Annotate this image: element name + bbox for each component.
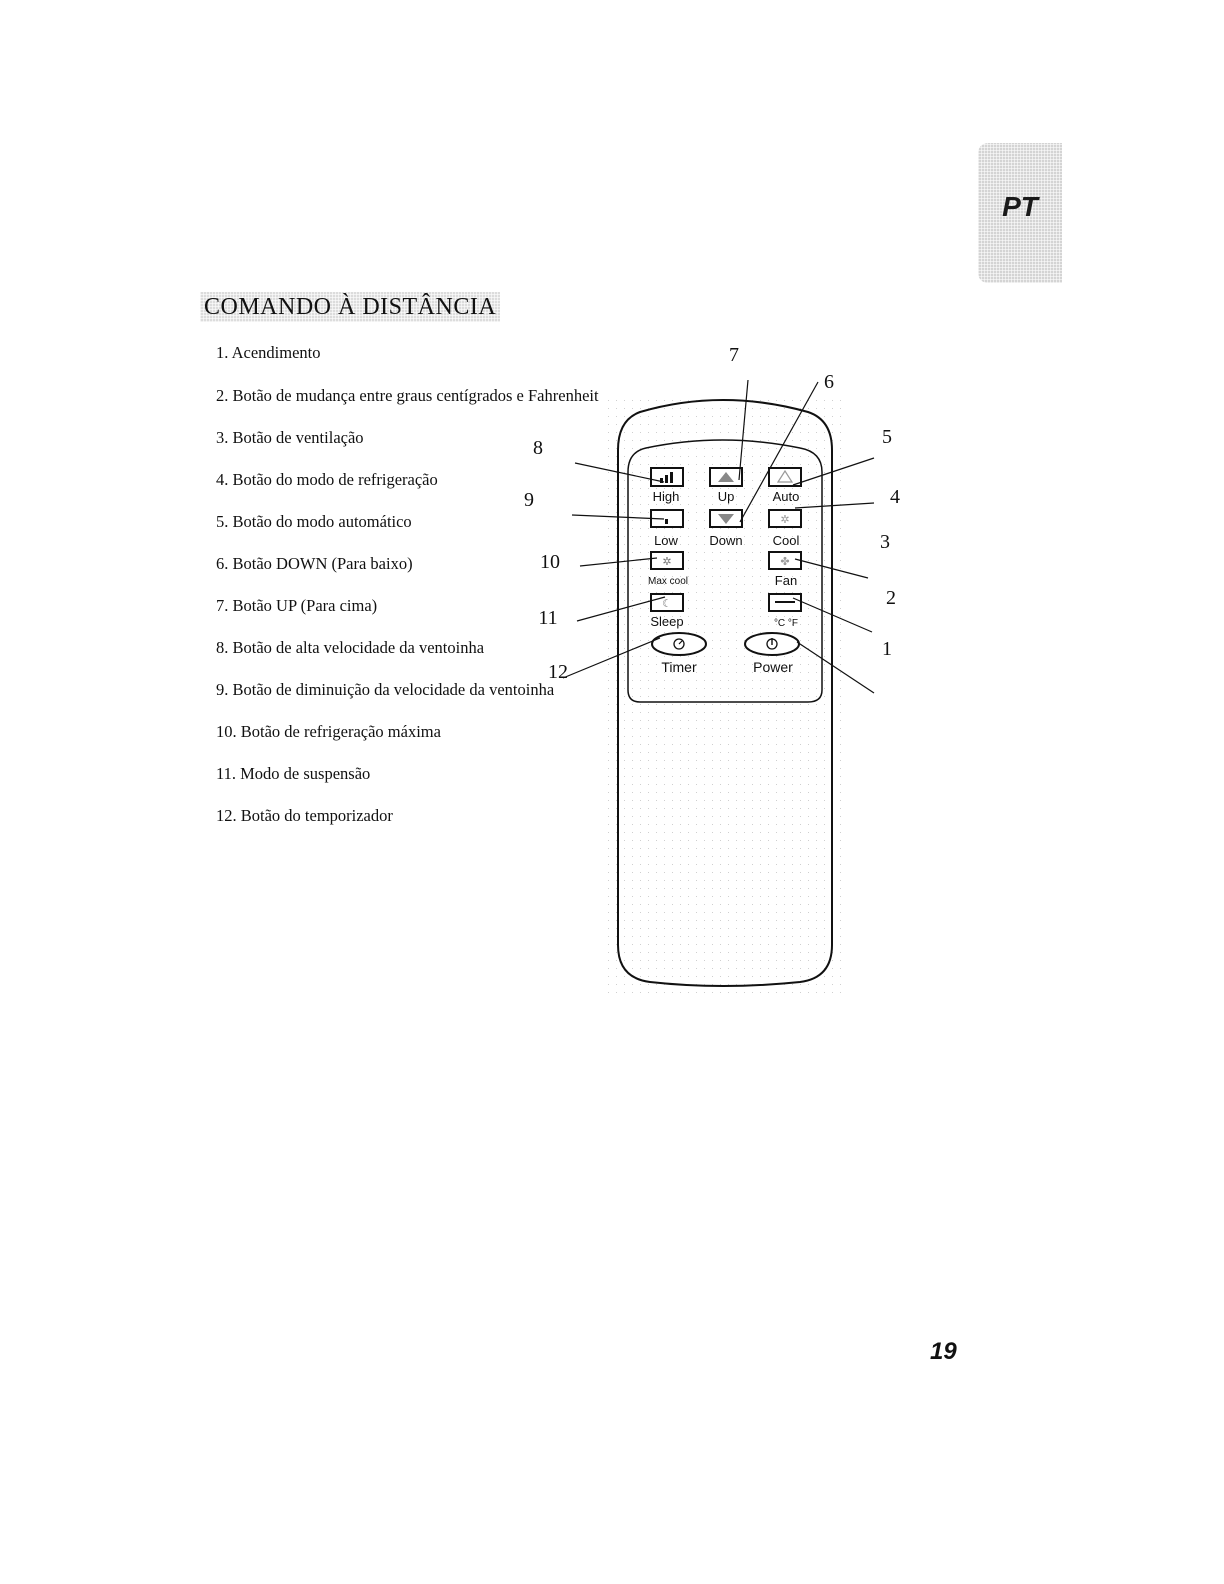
list-item: 10. Botão de refrigeração máxima <box>216 722 441 741</box>
callout-11: 11 <box>538 607 558 629</box>
timer-label: Timer <box>661 659 697 675</box>
callout-4: 4 <box>890 486 900 508</box>
list-item: 11. Modo de suspensão <box>216 764 371 783</box>
list-item: 8. Botão de alta velocidade da ventoinha <box>216 638 485 657</box>
list-item: 4. Botão do modo de refrigeração <box>216 470 438 489</box>
list-item: 12. Botão do temporizador <box>216 806 393 825</box>
list-item: 7. Botão UP (Para cima) <box>216 596 378 615</box>
callout-8: 8 <box>533 437 543 459</box>
callout-2: 2 <box>886 587 896 609</box>
callout-12: 12 <box>548 661 568 683</box>
bar-icon <box>665 475 668 483</box>
power-label: Power <box>753 659 793 675</box>
list-item: 2. Botão de mudança entre graus centígrados e Fahrenheit <box>216 386 599 405</box>
callout-6: 6 <box>824 371 834 393</box>
bar-icon <box>670 472 673 483</box>
down-label: Down <box>709 533 743 548</box>
page-title: COMANDO À DISTÂNCIA <box>200 292 500 322</box>
up-label: Up <box>717 489 735 504</box>
callout-5: 5 <box>882 426 892 448</box>
snowflake-icon: ✲ <box>780 514 790 526</box>
auto-label: Auto <box>772 489 800 504</box>
callout-9: 9 <box>524 489 534 511</box>
callout-3: 3 <box>880 531 890 553</box>
auto-button <box>769 468 801 504</box>
temp-unit-label: °C °F <box>773 618 799 629</box>
high-label: High <box>652 489 680 504</box>
high-button <box>651 468 683 504</box>
fan-label: Fan <box>774 573 798 588</box>
list-item: 9. Botão de diminuição da velocidade da ventoinha <box>216 680 555 699</box>
language-tab <box>978 143 1062 283</box>
max-cool-button <box>648 552 688 587</box>
page-number: 19 <box>930 1338 957 1365</box>
max-cool-label: Max cool <box>647 576 689 587</box>
callout-7: 7 <box>729 344 739 366</box>
remote-control-diagram <box>500 330 910 1010</box>
callout-10: 10 <box>540 551 560 573</box>
callout-1: 1 <box>882 638 892 660</box>
list-item: 3. Botão de ventilação <box>216 428 364 447</box>
list-item: 1. Acendimento <box>216 343 321 362</box>
max-cool-symbol-icon: ✲ <box>662 556 672 568</box>
list-item: 5. Botão do modo automático <box>216 512 412 531</box>
low-label: Low <box>654 533 678 548</box>
bar-icon <box>665 519 668 524</box>
cool-label: Cool <box>772 533 800 548</box>
list-item: 6. Botão DOWN (Para baixo) <box>216 554 413 573</box>
language-tab-label: PT <box>1002 191 1038 222</box>
sleep-label: Sleep <box>650 614 684 629</box>
moon-icon: ☾ <box>662 598 672 610</box>
fan-symbol-icon: ✤ <box>780 556 790 568</box>
